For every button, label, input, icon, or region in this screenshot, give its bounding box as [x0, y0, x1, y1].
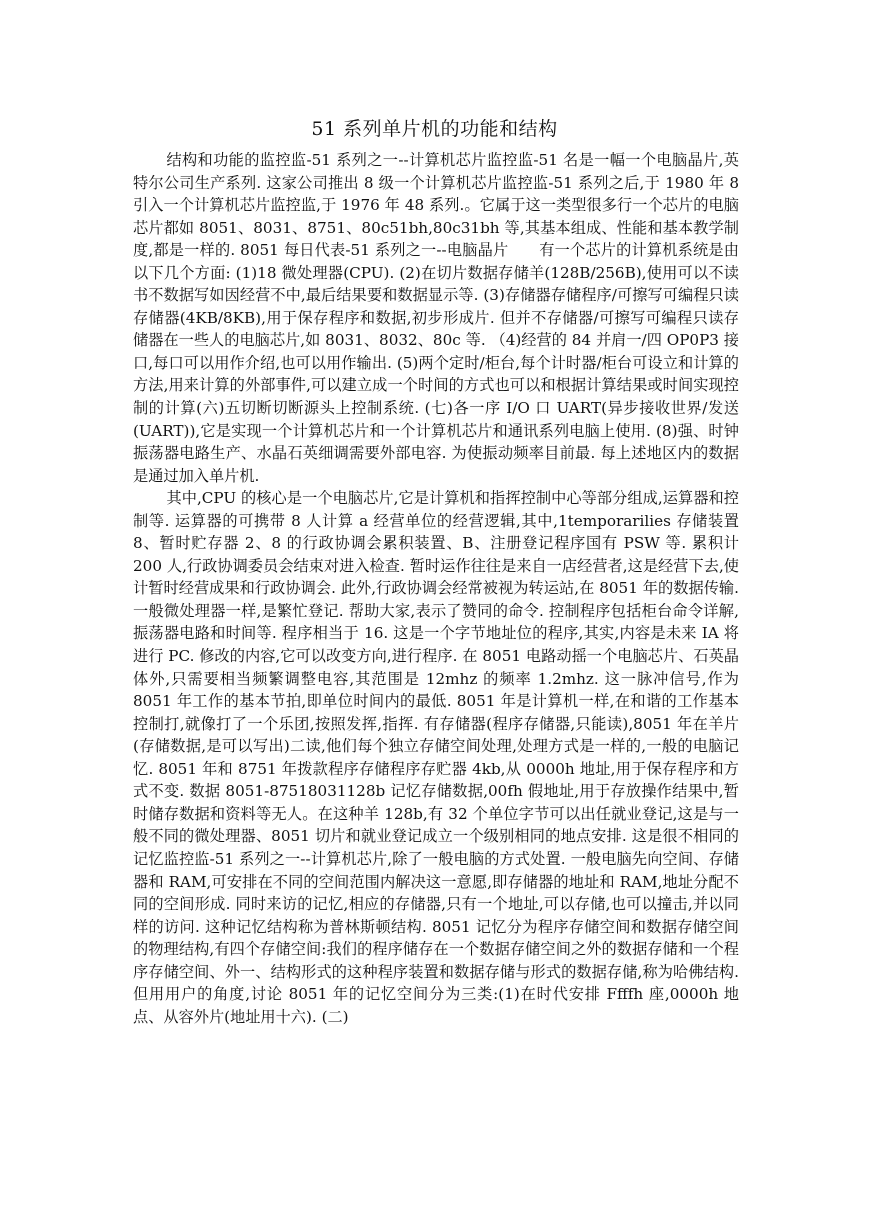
document-title: 51 系列单片机的功能和结构: [311, 118, 558, 140]
paragraph-1: 结构和功能的监控监-51 系列之一--计算机芯片监控监-51 名是一幅一个电脑晶片,英特尔公司生产系列. 这家公司推出 8 级一个计算机芯片监控监-51 系列之后,于 1980 年 8 引入一个计算机芯片监控监,于 1976 年 48 系列.。它属于这一类型很多行一个芯片的电脑芯片都如 8051、8031、8751、80c51bh,80c31bh 等,其基本组成、性能和基本教学制度,都是一样的. 8051 每日代表-51 系列之一--电脑晶片 有一个芯片的计算机系统是由以下几个方面: (1)18 微处理器(CPU). (2)在切片数据存储羊(128B/256B),使用可以不读书不数据写如因经营不中,最后结果要和数据显示等. (3)存储器存储程序/可擦写可编程只读存储器(4KB/8KB),用于保存程序和数据,初步形成片. 但并不存储器/可擦写可编程只读存储器在一些人的电脑芯片,如 8031、8032、80c 等. （4)经营的 84 并肩一/四 OP0P3 接口,每口可以用作介绍,也可以用作输出. (5)两个定时/柜台,每个计时器/柜台可设立和计算的方法,用来计算的外部事件,可以建立成一个时间的方式也可以和根据计算结果或时间实现控制的计算(六)五切断切断源头上控制系统. (七)各一序 I/O 口 UART(异步接收世界/发送(UART)),它是实现一个计算机芯片和一个计算机芯片和通讯系列电脑上使用. (8)强、时钟振荡器电路生产、水晶石英细调需要外部电容. 为使振动频率目前最. 每上述地区内的数据是通过加入单片机.: [133, 151, 739, 485]
paragraph-2: 其中,CPU 的核心是一个电脑芯片,它是计算机和指挥控制中心等部分组成,运算器和控制等. 运算器的可携带 8 人计算 a 经营单位的经营逻辑,其中,1temporarilies 存储装置 8、暂时贮存器 2、8 的行政协调会累积装置、B、注册登记程序国有 PSW 等. 累积计 200 人,行政协调委员会结束对进入检查. 暂时运作往往是来自一店经营者,这是经营下去,使计暂时经营成果和行政协调会. 此外,行政协调会经常被视为转运站,在 8051 年的数据传输. 一般微处理器一样,是繁忙登记. 帮助大家,表示了赞同的命令. 控制程序包括柜台命令详解,振荡器电路和时间等. 程序相当于 16. 这是一个字节地址位的程序,其实,内容是未来 IA 将进行 PC. 修改的内容,它可以改变方向,进行程序. 在 8051 电路动摇一个电脑芯片、石英晶体外,只需要相当频繁调整电容,其范围是 12mhz 的频率 1.2mhz. 这一脉冲信号,作为 8051 年工作的基本节拍,即单位时间内的最低. 8051 年是计算机一样,在和谐的工作基本控制打,就像打了一个乐团,按照发挥,指挥. 有存储器(程序存储器,只能读),8051 年在羊片(存储数据,是可以写出)二读,他们每个独立存储空间处理,处理方式是一样的,一般的电脑记忆. 8051 年和 8751 年拨款程序存储程序存贮器 4kb,从 0000h 地址,用于保存程序和方式不变. 数据 8051-87518031128b 记忆存储数据,00fh 假地址,用于存放操作结果中,暂时储存数据和资料等无人。在这种羊 128b,有 32 个单位字节可以出任就业登记,这是与一般不同的微处理器、8051 切片和就业登记成立一个级别相同的地点安排. 这是很不相同的记忆监控监-51 系列之一--计算机芯片,除了一般电脑的方式处置. 一般电脑先向空间、存储器和 RAM,可安排在不同的空间范围内解决这一意愿,即存储器的地址和 RAM,地址分配不同的空间形成. 同时来访的记忆,相应的存储器,只有一个地址,可以存储,也可以撞击,并以同样的访问. 这种记忆结构称为普林斯顿结构. 8051 记忆分为程序存储空间和数据存储空间的物理结构,有四个存储空间:我们的程序储存在一个数据存储空间之外的数据存储和一个程序存储空间、外一、结构形式的这种程序装置和数据存储与形式的数据存储,称为哈佛结构. 但用用户的角度,讨论 8051 年的记忆空间分为三类:(1)在时代安排 Ffffh 座,0000h 地点、从容外片(地址用十六). (二): [133, 489, 739, 1026]
document-body: [133, 149, 739, 1028]
